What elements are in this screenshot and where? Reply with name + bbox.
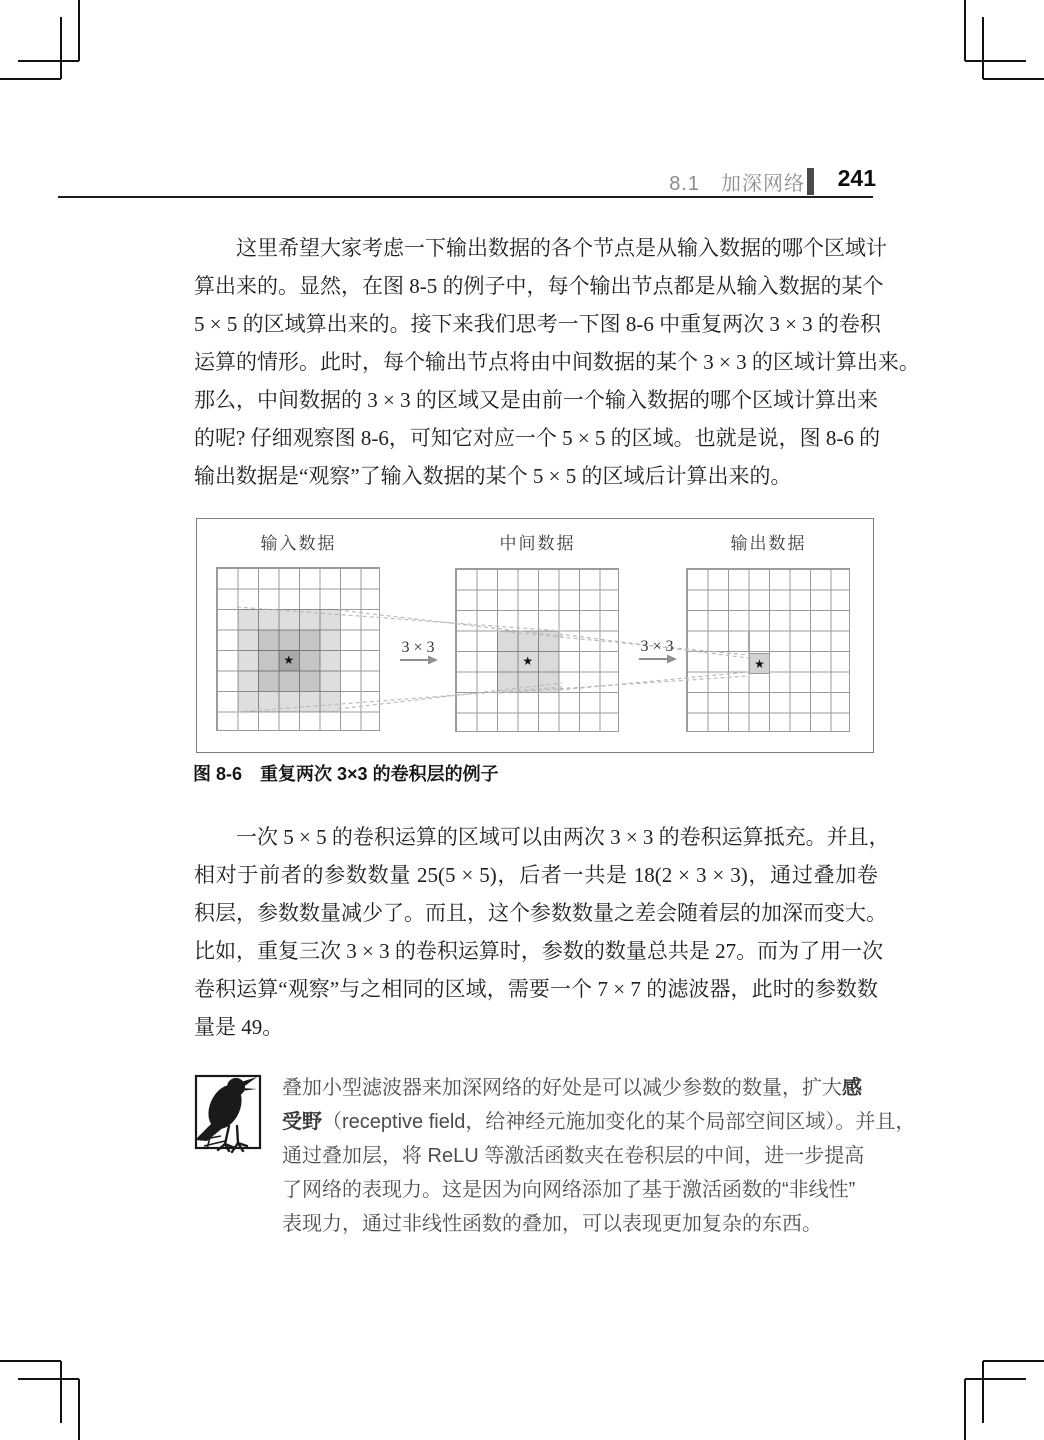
note-line: 通过叠加层，将 ReLU 等激活函数夹在卷积层的中间，进一步提高 xyxy=(282,1145,865,1167)
text-line: 卷积运算“观察”与之相同的区域，需要一个 7 × 7 的滤波器，此时的参数数 xyxy=(194,977,878,1001)
text-line: 那么，中间数据的 3 × 3 的区域又是由前一个输入数据的哪个区域计算出来 xyxy=(194,388,878,412)
crop-mark xyxy=(982,17,984,79)
paragraph-2 xyxy=(194,818,890,1046)
text-line: 积层，参数数量减少了。而且，这个参数数量之差会随着层的加深而变大。 xyxy=(194,901,887,925)
text-line: 这里希望大家考虑一下输出数据的各个节点是从输入数据的哪个区域计 xyxy=(236,236,887,260)
note-line: 表现力，通过非线性函数的叠加，可以表现更加复杂的东西。 xyxy=(282,1213,822,1235)
figure-caption xyxy=(193,760,499,786)
crop-mark xyxy=(965,60,1026,62)
note-box xyxy=(282,1071,916,1241)
text-line: 的呢? 仔细观察图 8-6，可知它对应一个 5 × 5 的区域。也就是说，图 8-6 的 xyxy=(194,426,881,450)
figure-caption-tag: 图 8-6 xyxy=(193,764,243,784)
figure-caption-text: 重复两次 3×3 的卷积层的例子 xyxy=(260,764,499,784)
figure-label-input: 输入数据 xyxy=(260,534,337,553)
crop-mark xyxy=(78,1379,80,1440)
conv-arrow-1-label: 3 × 3 xyxy=(401,639,435,656)
crop-mark xyxy=(964,0,966,61)
figure-8-6 xyxy=(196,518,874,753)
crop-mark xyxy=(983,78,1044,80)
output-cell: ★ xyxy=(749,653,770,674)
note-line: 受野（receptive field，给神经元施加变化的某个局部空间区域）。并且， xyxy=(282,1111,916,1133)
crop-mark xyxy=(0,78,61,80)
crop-mark xyxy=(60,17,62,79)
conv-arrow-1 xyxy=(400,639,438,665)
note-line: 了网络的表现力。这是因为向网络添加了基于激活函数的“非线性” xyxy=(282,1179,856,1201)
arrow-head-icon xyxy=(667,655,677,664)
running-header-section: 8.1 加深网络 xyxy=(669,173,805,195)
text-line: 比如，重复三次 3 × 3 的卷积运算时，参数的数量总共是 27。而为了用一次 xyxy=(194,939,884,963)
text-line: 相对于前者的参数数量 25(5 × 5)，后者一共是 18(2 × 3 × 3)，通过叠加卷 xyxy=(194,863,878,887)
header-rule xyxy=(58,196,873,198)
conv-arrow-2 xyxy=(639,638,677,664)
page-number: 241 xyxy=(837,165,876,191)
crop-mark xyxy=(0,1360,61,1362)
text-line: 5 × 5 的区域算出来的。接下来我们思考一下图 8-6 中重复两次 3 × 3 的卷积 xyxy=(194,312,881,336)
figure-label-output: 输出数据 xyxy=(730,534,807,553)
crop-mark xyxy=(18,1378,79,1380)
bird-woodcut-icon xyxy=(191,1072,275,1160)
star-marker: ★ xyxy=(283,653,295,668)
crop-mark xyxy=(983,1360,1044,1362)
crop-mark xyxy=(78,0,80,61)
star-marker: ★ xyxy=(522,654,534,669)
text-line: 一次 5 × 5 的卷积运算的区域可以由两次 3 × 3 的卷积运算抵充。并且， xyxy=(236,825,890,849)
note-line: 叠加小型滤波器来加深网络的好处是可以减少参数的数量，扩大感 xyxy=(282,1077,862,1099)
arrow-head-icon xyxy=(428,656,438,665)
crop-mark xyxy=(18,60,79,62)
text-line: 输出数据是“观察”了输入数据的某个 5 × 5 的区域后计算出来的。 xyxy=(194,464,792,488)
text-line: 算出来的。显然，在图 8-5 的例子中，每个输出节点都是从输入数据的某个 xyxy=(194,274,884,298)
projection-lines-layer xyxy=(197,519,873,752)
figure-label-middle: 中间数据 xyxy=(499,534,576,553)
conv-arrow-2-label: 3 × 3 xyxy=(640,638,674,655)
text-line: 量是 49。 xyxy=(194,1015,284,1039)
crop-mark xyxy=(982,1361,984,1423)
text-line: 运算的情形。此时，每个输出节点将由中间数据的某个 3 × 3 的区域计算出来。 xyxy=(194,350,920,374)
crop-mark xyxy=(964,1379,966,1440)
crop-mark xyxy=(60,1361,62,1423)
paragraph-1 xyxy=(194,229,920,495)
header-separator-bar xyxy=(807,168,814,195)
crop-mark xyxy=(965,1378,1026,1380)
